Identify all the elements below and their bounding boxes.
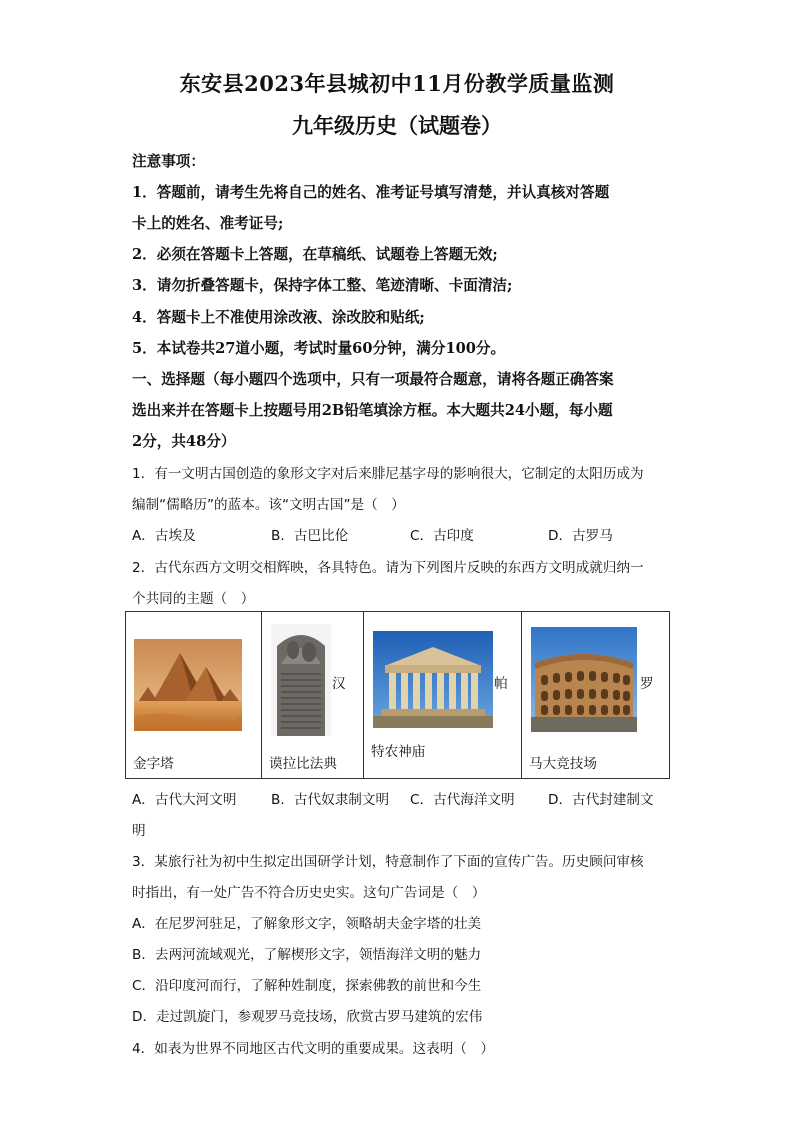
q3-option-c: C．沿印度河而行，了解种姓制度，探索佛教的前世和今生	[132, 978, 482, 994]
notice-item: 2．必须在答题卡上答题，在草稿纸、试题卷上答题无效;	[132, 246, 498, 263]
q1-option-d: D．古罗马	[548, 528, 613, 544]
q3-option-b: B．去两河流域观光，了解楔形文字，领悟海洋文明的魅力	[132, 947, 482, 963]
caption-code: 谟拉比法典	[269, 756, 337, 772]
pyramids-image	[134, 639, 242, 731]
exam-subtitle: 九年级历史（试题卷）	[292, 113, 502, 138]
q2-stem: 2．古代东西方文明交相辉映，各具特色。请为下列图片反映的东西方文明成就归纳一	[132, 560, 644, 576]
table-cell-code	[262, 612, 364, 779]
hammurabi-stele-image	[271, 624, 331, 736]
caption-pyramids: 金字塔	[133, 756, 174, 772]
exam-title: 东安县2023年县城初中11月份教学质量监测	[179, 71, 615, 96]
q2-option-c: C．古代海洋文明	[410, 792, 515, 808]
section-heading: 2分，共48分）	[132, 433, 236, 450]
caption-colosseum: 马大竞技场	[529, 756, 597, 772]
parthenon-image	[373, 631, 493, 728]
q2-option-d: D．古代封建制文	[548, 792, 654, 808]
q2-image-table	[125, 611, 670, 779]
q3-stem: 3．某旅行社为初中生拟定出国研学计划，特意制作了下面的宣传广告。历史顾问审核	[132, 854, 644, 870]
caption-side-char: 汉	[332, 676, 346, 692]
notice-item: 3．请勿折叠答题卡，保持字体工整、笔迹清晰、卡面清洁;	[132, 277, 513, 294]
q1-stem: 编制“儒略历”的蓝本。该“文明古国”是（ ）	[132, 497, 405, 513]
q2-option-a: A．古代大河文明	[132, 792, 237, 808]
q4-stem: 4．如表为世界不同地区古代文明的重要成果。这表明（ ）	[132, 1041, 495, 1057]
table-cell-pyramids	[126, 612, 262, 779]
section-heading: 一、选择题（每小题四个选项中，只有一项最符合题意，请将各题正确答案	[132, 371, 614, 388]
caption-parthenon: 特农神庙	[371, 744, 426, 760]
q3-option-d: D．走过凯旋门，参观罗马竞技场，欣赏古罗马建筑的宏伟	[132, 1009, 483, 1025]
q3-option-a: A．在尼罗河驻足，了解象形文字，领略胡夫金字塔的壮美	[132, 916, 482, 932]
notice-item: 1．答题前，请考生先将自己的姓名、准考证号填写清楚，并认真核对答题	[132, 184, 610, 201]
q1-option-c: C．古印度	[410, 528, 474, 544]
q2-stem: 个共同的主题（ ）	[132, 591, 255, 607]
q1-option-a: A．古埃及	[132, 528, 196, 544]
section-heading: 选出来并在答题卡上按题号用2B铅笔填涂方框。本大题共24小题，每小题	[132, 402, 613, 419]
q1-stem: 1．有一文明古国创造的象形文字对后来腓尼基字母的影响很大，它制定的太阳历成为	[132, 466, 644, 482]
colosseum-image	[531, 627, 637, 732]
table-cell-colosseum	[522, 612, 670, 779]
notice-heading: 注意事项：	[132, 153, 205, 170]
q1-option-b: B．古巴比伦	[271, 528, 349, 544]
table-cell-parthenon	[364, 612, 522, 779]
caption-side-char: 帕	[494, 676, 508, 692]
notice-item: 4．答题卡上不准使用涂改液、涂改胶和贴纸;	[132, 309, 425, 326]
notice-item: 卡上的姓名、准考证号;	[132, 215, 284, 232]
q3-stem: 时指出，有一处广告不符合历史史实。这句广告词是（ ）	[132, 885, 486, 901]
caption-side-char: 罗	[640, 676, 654, 692]
q2-option-wrap: 明	[132, 823, 146, 839]
q2-option-b: B．古代奴隶制文明	[271, 792, 390, 808]
notice-item: 5．本试卷共27道小题，考试时量60分钟，满分100分。	[132, 340, 506, 357]
